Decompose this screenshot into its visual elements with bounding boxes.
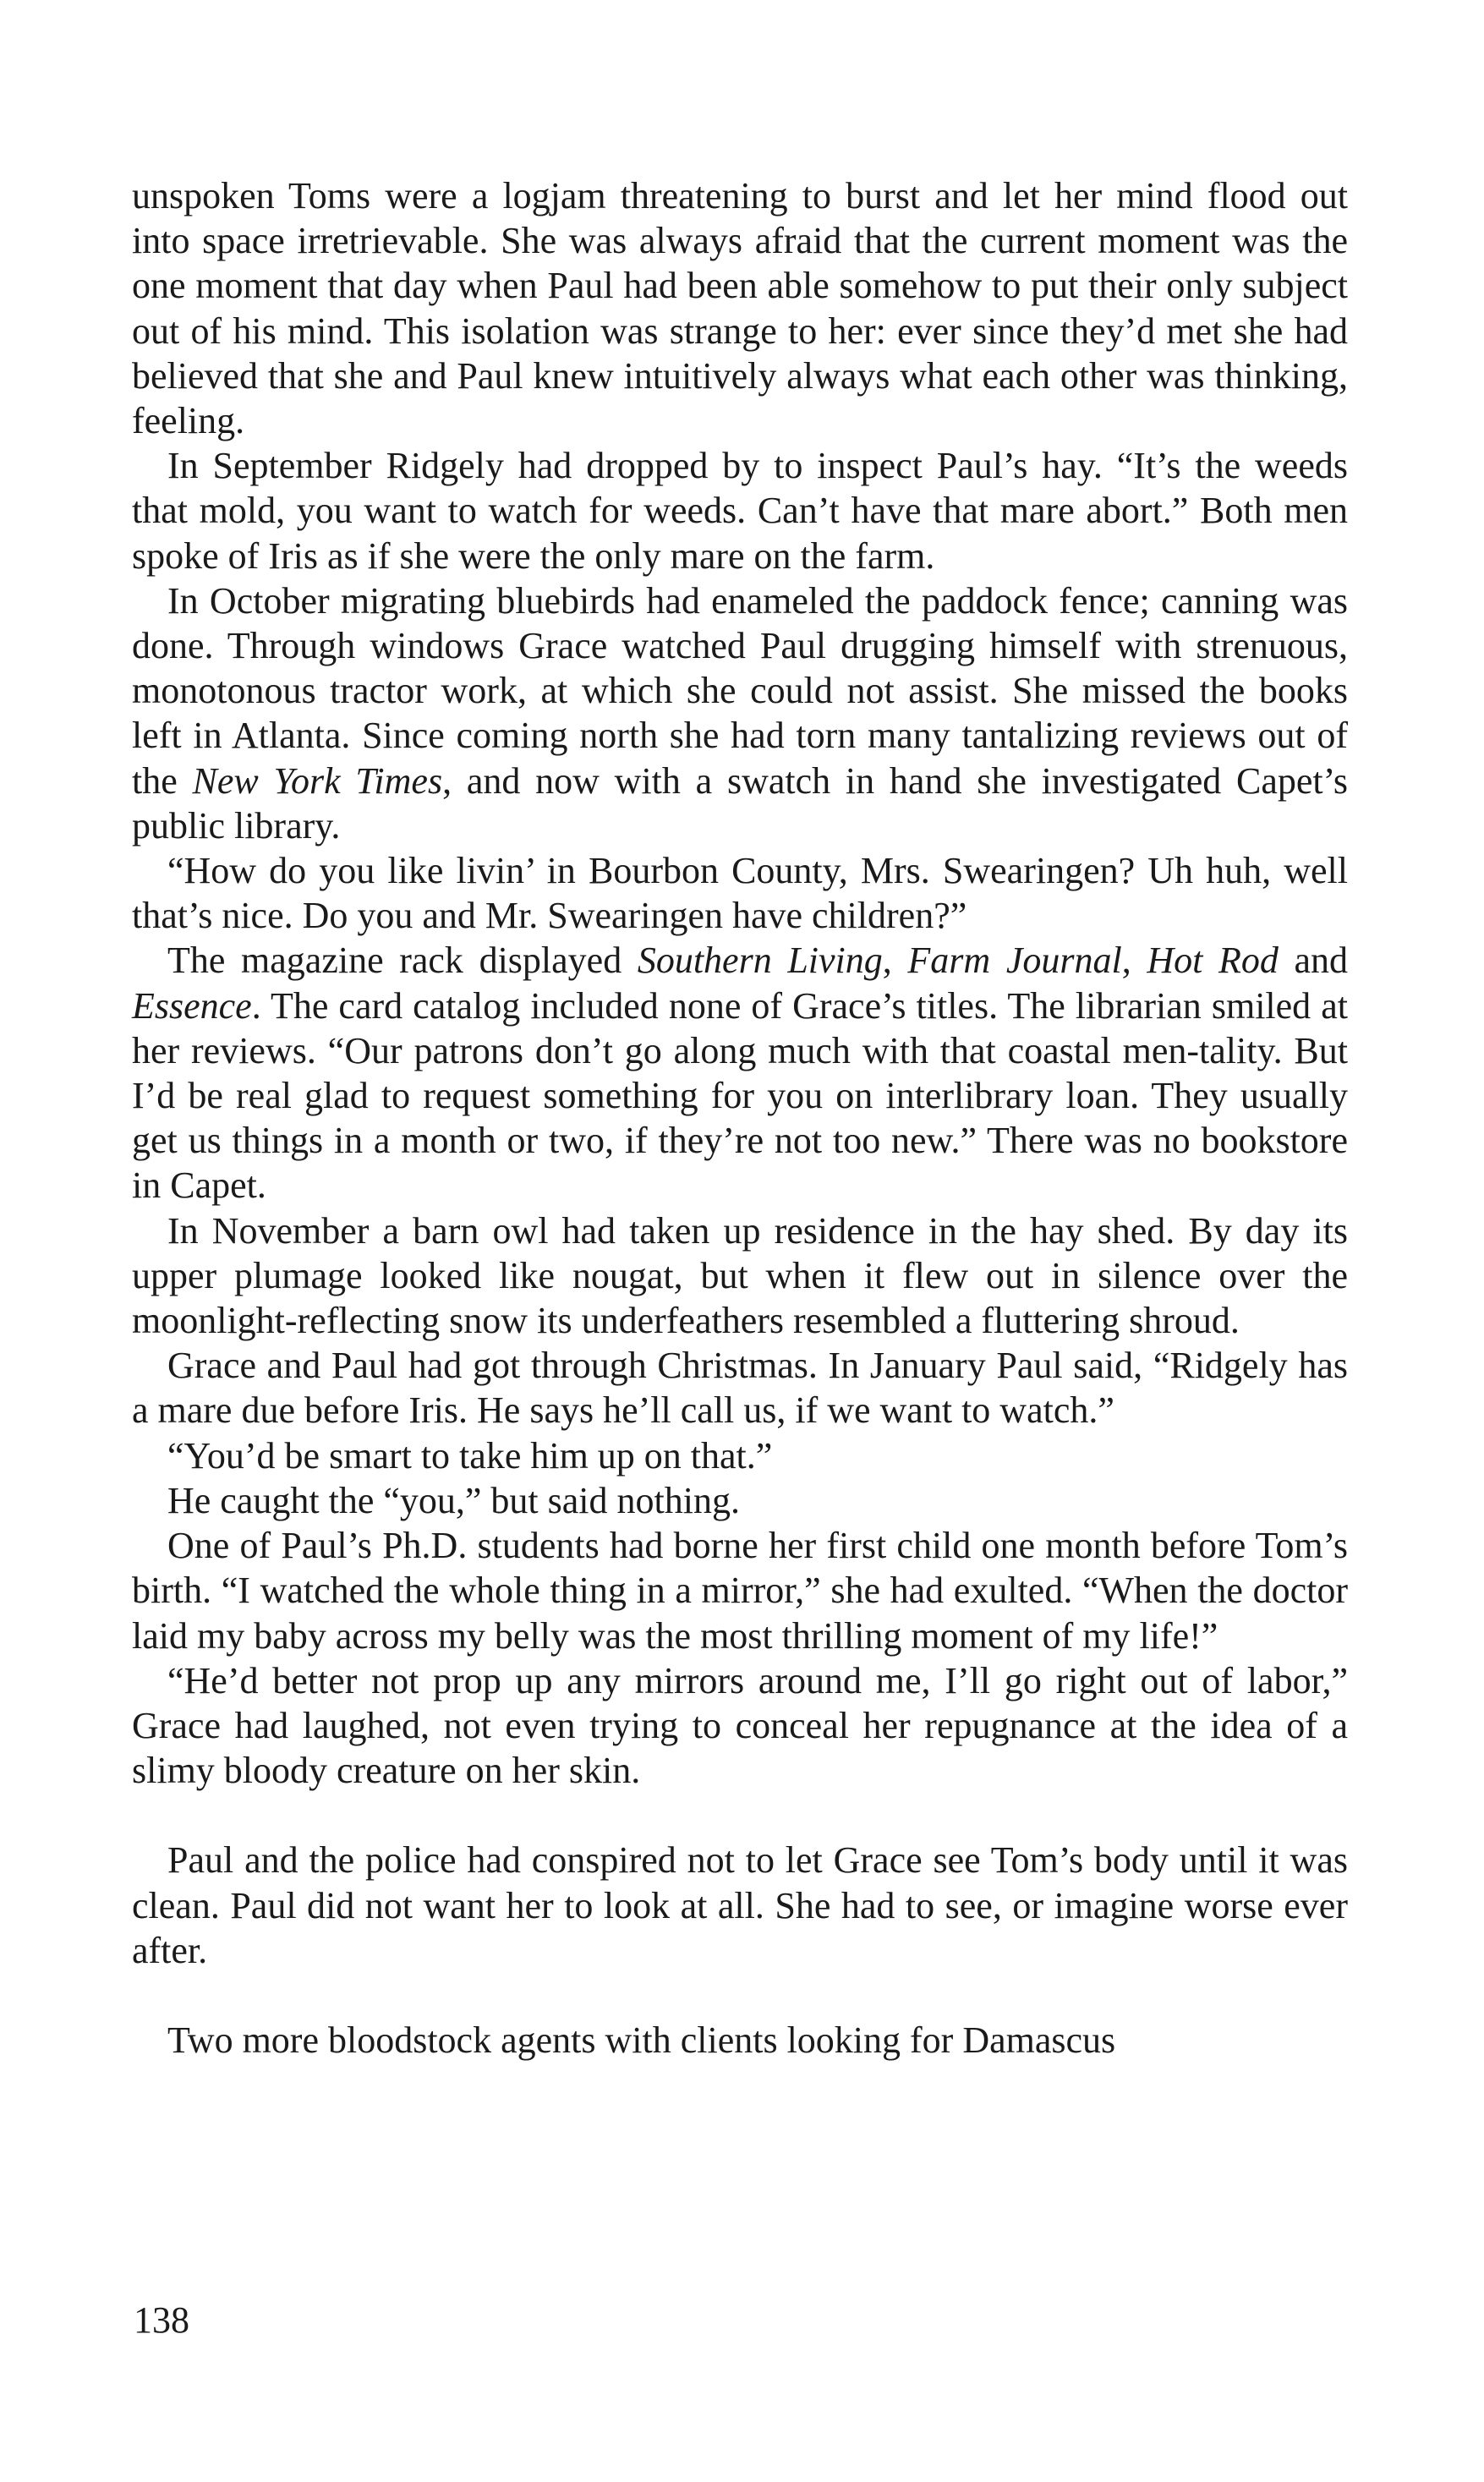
text-segment: Grace and Paul had got through Christmas. In January Paul said, “Ridgely has a mare due before Iris. He says he’ll call us, if we want to watch.” bbox=[132, 1345, 1348, 1432]
text-segment: Two more bloodstock agents with clients looking for Damascus bbox=[167, 2019, 1116, 2061]
italic-title: New York Times bbox=[192, 759, 443, 802]
paragraph-police bbox=[132, 1838, 1348, 1973]
paragraph-mirrors bbox=[132, 1658, 1348, 1794]
paragraph-bloodstock bbox=[132, 2018, 1348, 2063]
paragraph-continued bbox=[132, 173, 1348, 443]
page-number: 138 bbox=[134, 2299, 189, 2341]
text-segment: . The card catalog included none of Grace’s titles. The librarian smiled at her reviews. “Our patrons don’t go along much with that coastal men-tality. But I’d be real glad to request something for you on interlibrary loan. They usually get us things in a month or two, if they’re not too new.” There was no bookstore in Capet. bbox=[132, 984, 1348, 1207]
paragraph-november bbox=[132, 1208, 1348, 1344]
text-segment: One of Paul’s Ph.D. students had borne her first child one month before Tom’s birth. “I watched the whole thing in a mirror,” she had exulted. “When the doctor laid my baby across my belly was the most thrilling moment of my life!” bbox=[132, 1525, 1348, 1657]
paragraph-caught-you bbox=[132, 1478, 1348, 1523]
text-segment: “How do you like livin’ in Bourbon County, Mrs. Swearingen? Uh huh, well that’s nice. Do you and Mr. Swearingen have children?” bbox=[132, 850, 1348, 937]
text-segment: He caught the “you,” but said nothing. bbox=[167, 1479, 740, 1521]
body-text bbox=[132, 173, 1348, 2063]
text-segment: “He’d better not prop up any mirrors around me, I’ll go right out of labor,” Grace had laughed, not even trying to conceal her repugnance at the idea of a slimy bloody creature on her skin. bbox=[132, 1659, 1348, 1792]
text-segment: “You’d be smart to take him up on that.” bbox=[167, 1434, 773, 1477]
text-segment: unspoken Toms were a logjam threatening to burst and let her mind flood out into space irretrievable. She was always afraid that the current moment was the one moment that day when Paul had been able somehow to put their only subject out of his mind. This isolation was strange to her: ever since they’d met she had believed that she and Paul knew intuitively always what each other was thinking, feeling. bbox=[132, 175, 1348, 442]
text-segment: In September Ridgely had dropped by to inspect Paul’s hay. “It’s the weeds that mold, you want to watch for weeds. Can’t have that mare abort.” Both men spoke of Iris as if she were the only mare on the farm. bbox=[132, 445, 1348, 577]
text-segment: The magazine rack displayed bbox=[167, 940, 638, 982]
italic-title: Hot Rod bbox=[1147, 940, 1279, 982]
italic-title: Essence bbox=[132, 984, 252, 1027]
text-segment: , and now with a swatch in hand she investigated Capet’s public library. bbox=[132, 759, 1348, 847]
italic-title: Farm Journal bbox=[907, 940, 1122, 982]
paragraph-october bbox=[132, 578, 1348, 848]
paragraph-librarian-question bbox=[132, 848, 1348, 938]
paragraph-september bbox=[132, 443, 1348, 578]
paragraph-christmas bbox=[132, 1343, 1348, 1433]
text-segment: In November a barn owl had taken up residence in the hay shed. By day its upper plumage looked like nougat, but when it flew out in silence over the moonlight-reflecting snow its underfeathers resembled a fluttering shroud. bbox=[132, 1209, 1348, 1342]
paragraph-dialogue-smart bbox=[132, 1433, 1348, 1478]
text-segment: , bbox=[1121, 940, 1147, 982]
text-segment: and bbox=[1278, 940, 1349, 982]
text-segment: Paul and the police had conspired not to let Grace see Tom’s body until it was clean. Paul did not want her to look at all. She had to see, or imagine worse ever after. bbox=[132, 1839, 1348, 1971]
paragraph-phd-student bbox=[132, 1523, 1348, 1658]
italic-title: Southern Living bbox=[637, 940, 883, 982]
text-segment: , bbox=[882, 940, 908, 982]
paragraph-magazine-rack bbox=[132, 938, 1348, 1208]
text-segment: In October migrating bluebirds had enameled the paddock fence; canning was done. Through windows Grace watched Paul drugging himself with strenuous, monotonous tractor work, at which she could not assist. She missed the books left in Atlanta. Since coming north she had torn many tantalizing reviews out of the bbox=[132, 579, 1348, 802]
